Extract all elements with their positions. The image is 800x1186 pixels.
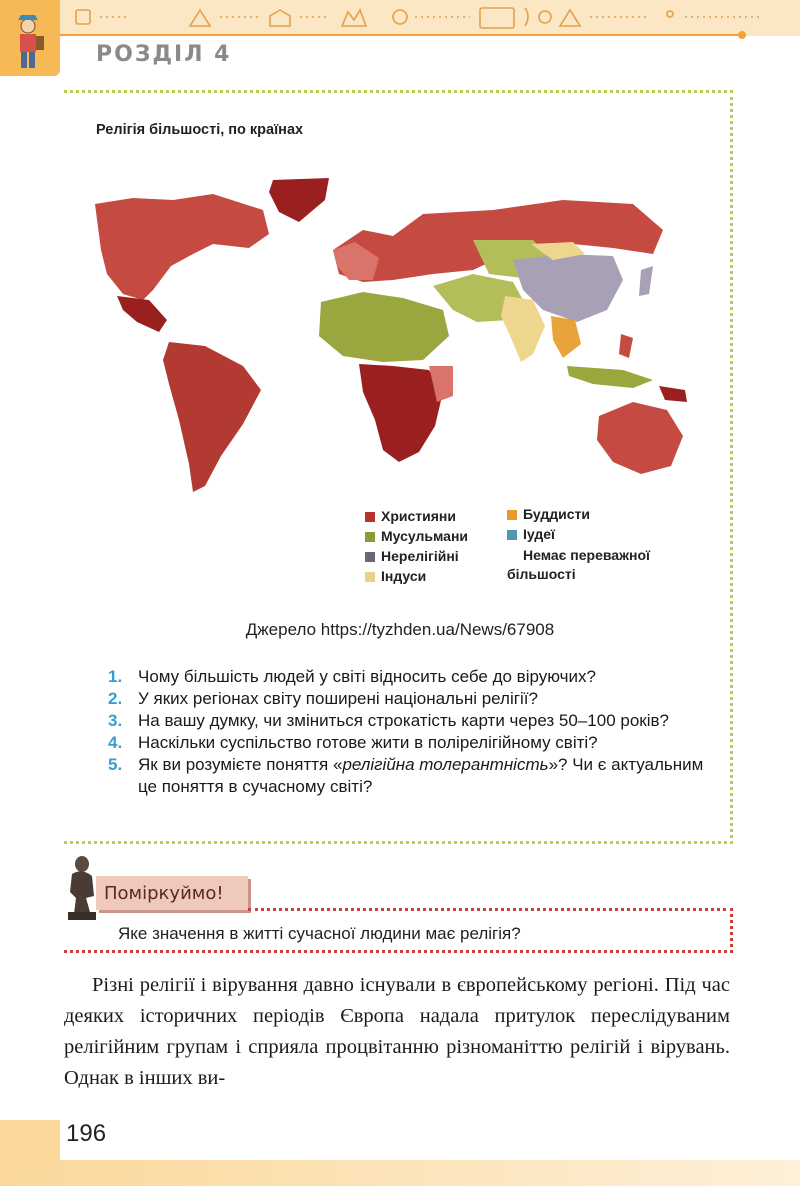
map-new-guinea	[659, 386, 687, 402]
legend-swatch	[507, 510, 517, 520]
question-number: 1.	[108, 667, 123, 686]
think-label-box	[96, 876, 248, 910]
legend-swatch	[365, 572, 375, 582]
question-number: 5.	[108, 755, 123, 774]
question-text: Як ви розумієте поняття «релігійна толерантність»? Чи є актуальним це поняття в сучасному світі?	[138, 755, 704, 796]
map-india	[501, 296, 545, 362]
legend-swatch	[507, 551, 517, 561]
question-item	[108, 688, 720, 710]
map-south-america	[163, 342, 261, 492]
world-map-image	[93, 170, 703, 590]
map-north-africa	[319, 292, 449, 362]
question-number: 3.	[108, 711, 123, 730]
question-text: Чому більшість людей у світі відносить себе до віруючих?	[138, 667, 596, 686]
legend-swatch	[365, 552, 375, 562]
map-central-america	[117, 296, 167, 332]
question-item	[108, 666, 720, 688]
question-text: Наскільки суспільство готове жити в полірелігійному світі?	[138, 733, 598, 752]
question-text: На вашу думку, чи зміниться строкатість карти через 50–100 років?	[138, 711, 669, 730]
question-number: 4.	[108, 733, 123, 752]
legend-item-christian: Християни	[365, 508, 456, 524]
page-number: 196	[66, 1120, 107, 1147]
map-southeast-asia	[551, 316, 581, 358]
map-australia	[597, 402, 683, 474]
legend-item-buddhist: Буддисти	[507, 506, 590, 522]
corner-tab	[0, 0, 60, 76]
traveler-icon	[0, 0, 60, 76]
legend-item-hindu: Індуси	[365, 568, 426, 584]
map-title: Релігія більшості, по країнах	[96, 122, 304, 138]
header-rule-dot	[738, 31, 746, 39]
map-japan	[639, 266, 653, 296]
map-indonesia	[567, 366, 653, 388]
bottom-band	[0, 1160, 800, 1186]
header-rule	[60, 34, 744, 36]
think-frame-bottom	[64, 950, 733, 953]
map-philippines	[619, 334, 633, 358]
map-south-africa	[359, 364, 443, 462]
thinker-statue-icon	[64, 852, 100, 920]
body-paragraph: Різні релігії і вірування давно існували в європейському регіоні. Під час деяких історичних періодів Європа надала притулок переслідуваним релігійним групам і сприяла процвітанню різноманіттю релігій і вірувань. Однак в інших ви-	[64, 974, 730, 1089]
legend-swatch	[365, 532, 375, 542]
header-decoration-icons	[70, 2, 770, 34]
map-north-america	[95, 194, 269, 300]
legend-item-nonreligious: Нерелігійні	[365, 548, 459, 564]
questions-list	[108, 666, 720, 798]
legend-swatch	[507, 530, 517, 540]
world-religion-map	[93, 170, 703, 590]
section-label: РОЗДІЛ 4	[96, 42, 232, 67]
legend-item-jewish: Іудеї	[507, 526, 555, 542]
map-source: Джерело https://tyzhden.ua/News/67908	[245, 620, 555, 639]
map-greenland	[269, 178, 329, 222]
question-text: У яких регіонах світу поширені національні релігії?	[138, 689, 538, 708]
question-item	[108, 732, 720, 754]
question-item	[108, 754, 720, 798]
think-label: Поміркуймо!	[104, 883, 224, 904]
question-number: 2.	[108, 689, 123, 708]
legend-item-muslim: Мусульмани	[365, 528, 468, 544]
legend-item-no-majority: Немає переважної більшості	[507, 547, 650, 582]
legend-swatch	[365, 512, 375, 522]
question-item	[108, 710, 720, 732]
think-question: Яке значення в житті сучасної людини має релігія?	[118, 924, 521, 943]
